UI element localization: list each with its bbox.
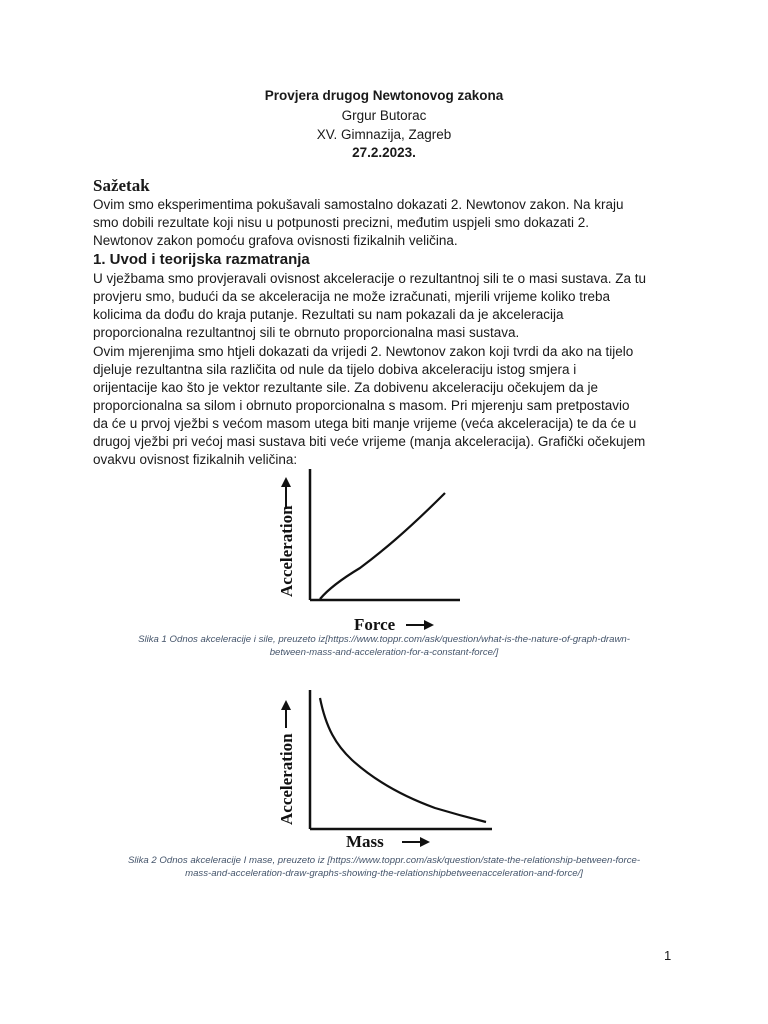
figure-1-graph (270, 465, 470, 635)
page-number: 1 (664, 948, 672, 963)
paragraph-line: U vježbama smo provjeravali ovisnost akceleracije o rezultantnoj sili te o masi sustava. Za tu (93, 271, 646, 286)
abstract-heading: Sažetak (93, 176, 150, 195)
paragraph-line: djeluje rezultantna sila različita od nule da tijelo dobiva akceleraciju istog smjera i (93, 362, 577, 377)
caption-line: between-mass-and-acceleration-for-a-constant-force/] (269, 647, 499, 658)
caption-line: Slika 2 Odnos akceleracije I mase, preuzeto iz [https://www.toppr.com/ask/question/state-the-relationship-between-force- (127, 855, 641, 866)
paragraph-line: orijentacije kao što je vektor rezultante sile. Za dobivenu akceleraciju očekujem da je (93, 380, 599, 395)
abstract-paragraph (93, 196, 683, 250)
inverse-curve (320, 698, 486, 822)
intro-paragraph-2 (93, 343, 683, 469)
paragraph-line: provjeru smo, budući da se akceleracija ne može izračunati, mjerili vrijeme koliko treba (93, 289, 610, 304)
paragraph-line: da će u prvoj vježbi s većom masom utega biti manje vrijeme (veća akceleracija) te da će u (93, 416, 637, 431)
y-axis-label: Acceleration (277, 505, 296, 597)
y-axis-arrow-icon (281, 477, 291, 509)
document-title: Provjera drugog Newtonovog zakona (264, 88, 504, 103)
paragraph-line: proporcionalna rezultantnoj sili te obrnuto proporcionalna masi sustava. (93, 325, 520, 340)
section-heading: 1. Uvod i teorijska razmatranja (93, 251, 310, 268)
caption-line: Slika 1 Odnos akceleracije i sile, preuzeto iz[https://www.toppr.com/ask/question/what-is-the-nature-of-graph-drawn- (138, 634, 630, 645)
paragraph-line: kolicima da dođu do kraja putanje. Rezultati su nam pokazali da je akceleracija (93, 307, 564, 322)
x-axis-label: Force (354, 615, 396, 634)
figure-2-caption (0, 854, 768, 880)
paragraph-line: proporcionalna sa silom i obrnuto proporcionalna s masom. Pri mjerenju sam pretpostavio (93, 398, 630, 413)
paragraph-line: Ovim mjerenjima smo htjeli dokazati da vrijedi 2. Newtonov zakon koji tvrdi da ako na tijelo (93, 344, 634, 359)
x-axis-arrow-icon (402, 837, 430, 847)
caption-line: mass-and-acceleration-draw-graphs-showing-the-relationshipbetweenacceleration-and-force/] (185, 868, 583, 879)
paragraph-line: drugoj vježbi pri većoj masi sustava biti veće vrijeme (manja akceleracija). Grafički očekujem (93, 434, 646, 449)
author-name: Grgur Butorac (341, 108, 427, 123)
y-axis-label: Acceleration (277, 733, 296, 825)
y-axis-arrow-icon (281, 700, 291, 728)
x-axis-label: Mass (346, 832, 384, 851)
school-name: XV. Gimnazija, Zagreb (316, 127, 452, 142)
abstract-line: smo dobili rezultate koji nisu u potpunosti precizni, međutim uspjeli smo dokazati 2. (93, 215, 589, 230)
intro-paragraph-1 (93, 270, 683, 342)
document-date: 27.2.2023. (352, 145, 416, 160)
figure-1-caption (0, 633, 768, 659)
figure-2-graph (270, 688, 500, 853)
x-axis-arrow-icon (406, 620, 434, 630)
linear-curve (320, 493, 445, 599)
paragraph-line: ovakvu ovisnost fizikalnih veličina: (93, 452, 298, 467)
abstract-line: Ovim smo eksperimentima pokušavali samostalno dokazati 2. Newtonov zakon. Na kraju (93, 197, 624, 212)
abstract-line: Newtonov zakon pomoću grafova ovisnosti fizikalnih veličina. (93, 233, 458, 248)
